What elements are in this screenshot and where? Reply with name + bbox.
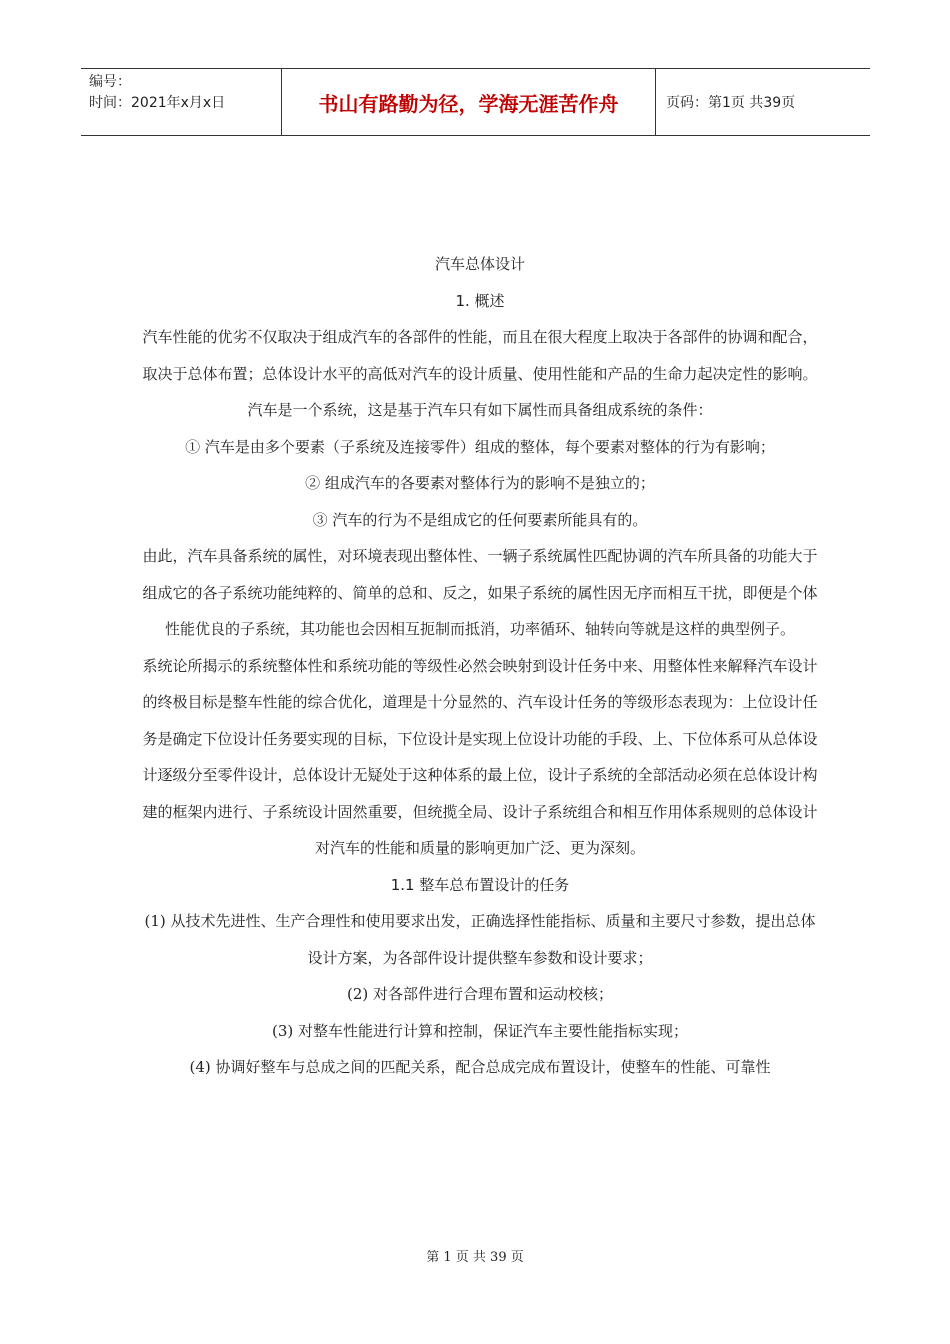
header-motto-cell	[281, 69, 656, 135]
paragraph-system-attributes: 由此，汽车具备系统的属性，对环境表现出整体性、一辆子系统属性匹配协调的汽车所具备的功能大于组成它的各子系统功能纯粹的、简单的总和、反之，如果子系统的属性因无序而相互干扰，即便是个体性能优良的子系统，其功能也会因相互扼制而抵消，功率循环、轴转向等就是这样的典型例子。	[142, 547, 818, 638]
document-body	[140, 246, 820, 1086]
task-item-1: (1) 从技术先进性、生产合理性和使用要求出发，正确选择性能指标、质量和主要尺寸参数，提出总体设计方案，为各部件设计提供整车参数和设计要求；	[144, 912, 816, 967]
footer-page-number: 第 1 页 共 39 页	[426, 1250, 524, 1265]
header-page-cell	[656, 69, 870, 135]
section-heading-1-1: 1.1 整车总布置设计的任务	[390, 875, 570, 894]
task-item-2: (2) 对各部件进行合理布置和运动校核；	[346, 985, 614, 1003]
motto-text: 书山有路勤为径，学海无涯苦作舟	[318, 91, 619, 116]
list-item-3: ③ 汽车的行为不是组成它的任何要素所能具有的。	[312, 510, 648, 529]
list-item-2: ② 组成汽车的各要素对整体行为的影响不是独立的；	[305, 474, 655, 492]
paragraph-system: 汽车是一个系统，这是基于汽车只有如下属性而具备组成系统的条件：	[247, 401, 713, 419]
page-info: 页码：第1页 共39页	[666, 95, 796, 111]
task-item-4: (4) 协调好整车与总成之间的匹配关系，配合总成完成布置设计，使整车的性能、可靠性	[189, 1058, 771, 1076]
paragraph-overview: 汽车性能的优劣不仅取决于组成汽车的各部件的性能，而且在很大程度上取决于各部件的协调和配合，取决于总体布置；总体设计水平的高低对汽车的设计质量、使用性能和产品的生命力起决定性的影响。	[142, 328, 818, 383]
header-meta-cell	[81, 69, 281, 135]
header-table	[81, 68, 870, 136]
document-title: 汽车总体设计	[434, 255, 525, 273]
task-item-3: (3) 对整车性能进行计算和控制，保证汽车主要性能指标实现；	[271, 1021, 689, 1040]
number-label: 编号：	[89, 74, 131, 90]
list-item-1: ① 汽车是由多个要素（子系统及连接零件）组成的整体，每个要素对整体的行为有影响；	[185, 437, 775, 456]
paragraph-system-theory: 系统论所揭示的系统整体性和系统功能的等级性必然会映射到设计任务中来、用整体性来解释汽车设计的终极目标是整车性能的综合优化，道理是十分显然的、汽车设计任务的等级形态表现为：上位设计任务是确定下位设计任务要实现的目标，下位设计是实现上位设计功能的手段、上、下位体系可从总体设计逐级分至零件设计，总体设计无疑处于这种体系的最上位，设计子系统的全部活动必须在总体设计构建的框架内进行、子系统设计固然重要，但统揽全局、设计子系统组合和相互作用体系规则的总体设计对汽车的性能和质量的影响更加广泛、更为深刻。	[142, 656, 818, 857]
section-heading-1: 1. 概述	[455, 291, 505, 310]
page-footer	[0, 1246, 950, 1265]
time-label: 时间：2021年x月x日	[89, 95, 226, 111]
